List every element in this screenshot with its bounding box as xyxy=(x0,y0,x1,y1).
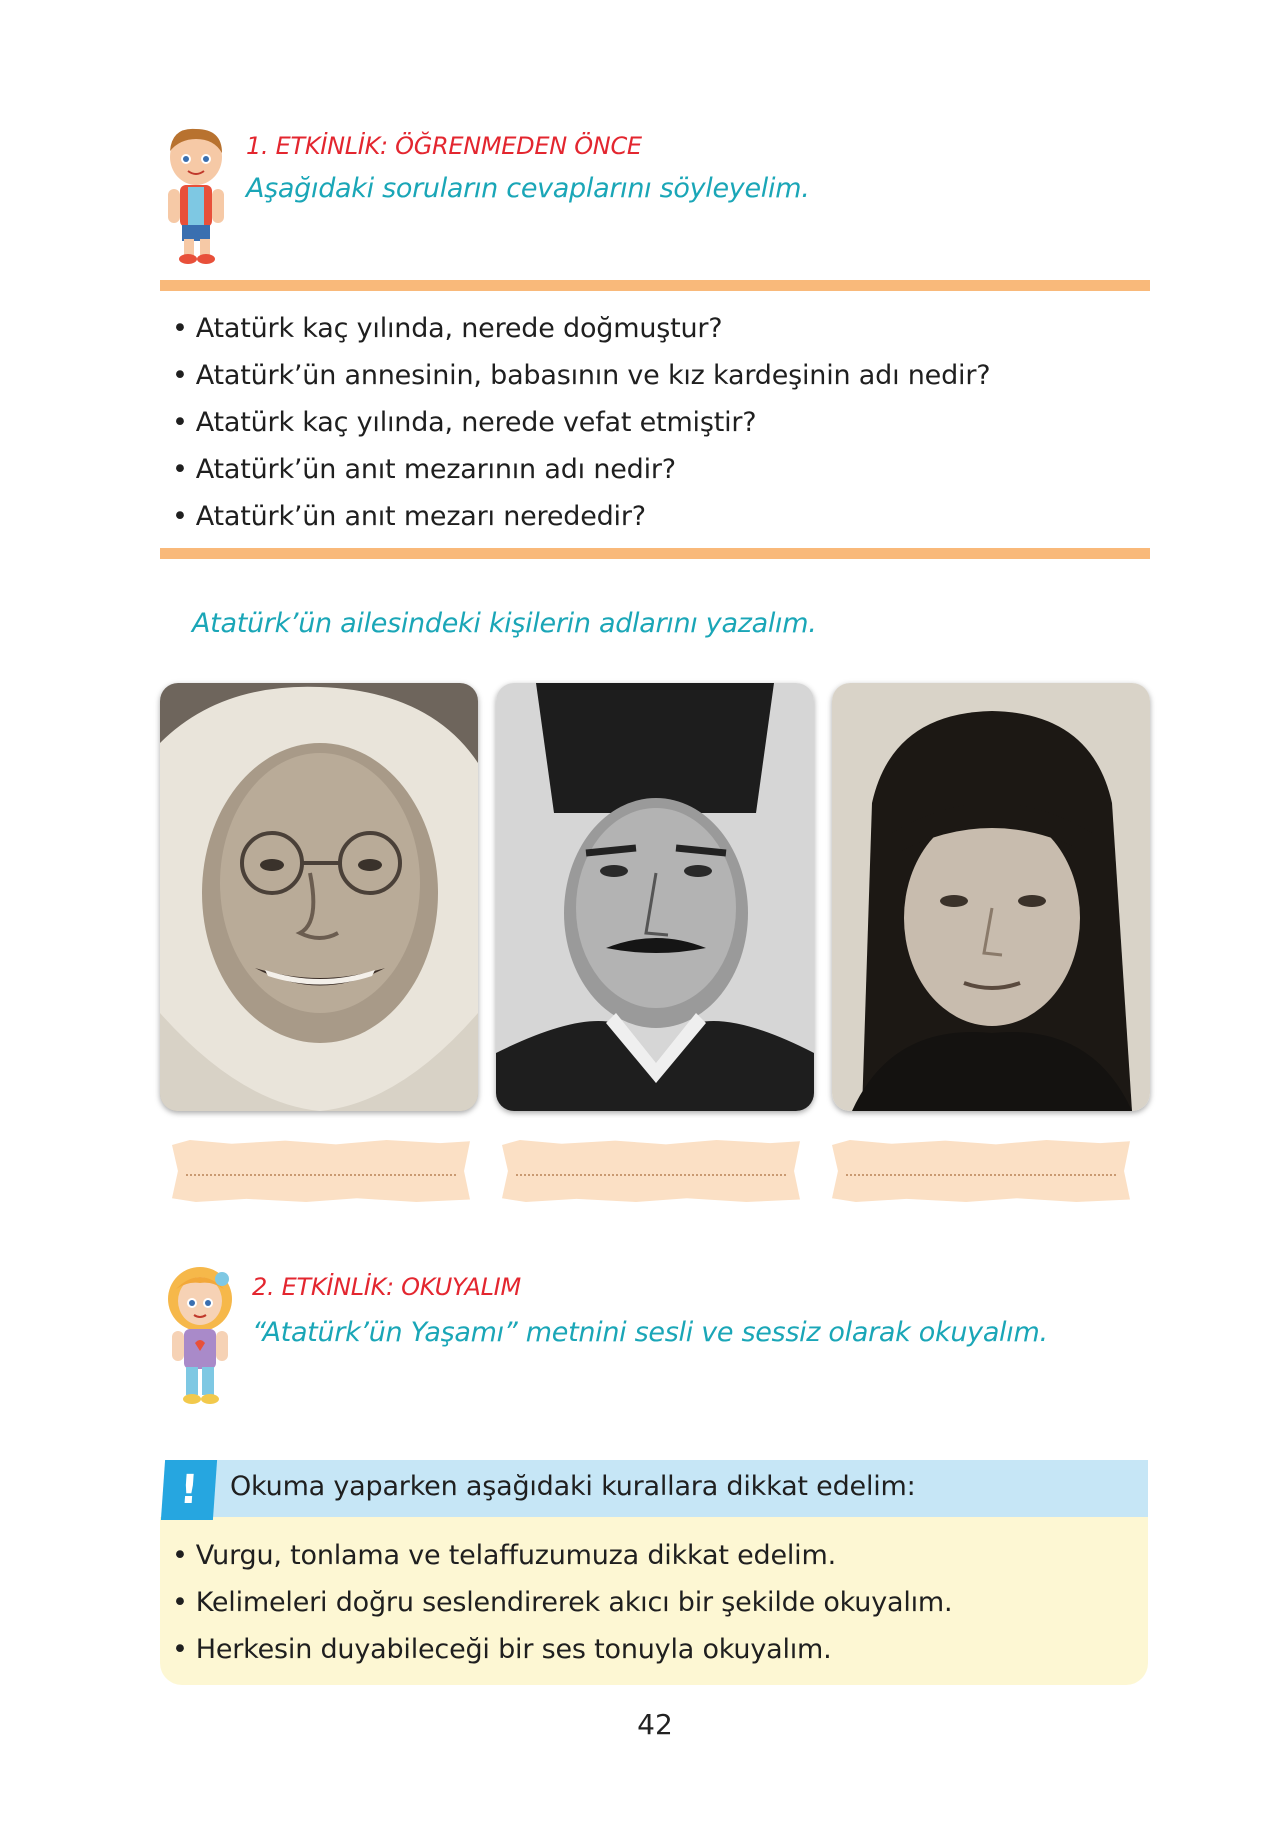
photo-mother xyxy=(160,683,478,1111)
exclamation-icon: ! xyxy=(161,1460,217,1520)
activity1-subtitle: Aşağıdaki soruların cevaplarını söyleyelim. xyxy=(246,173,810,204)
girl-mascot-icon xyxy=(162,1265,238,1407)
list-item: • Atatürk kaç yılında, nerede doğmuştur? xyxy=(172,305,990,352)
divider-top xyxy=(160,280,1150,291)
list-item: • Herkesin duyabileceği bir ses tonuyla okuyalım. xyxy=(172,1626,952,1673)
list-item: • Kelimeleri doğru seslendirerek akıcı bir şekilde okuyalım. xyxy=(172,1579,952,1626)
question-list xyxy=(172,305,990,540)
page-number: 42 xyxy=(637,1708,673,1741)
divider-bottom xyxy=(160,548,1150,559)
list-item: • Vurgu, tonlama ve telaffuzumuza dikkat edelim. xyxy=(172,1532,952,1579)
rules-list xyxy=(172,1532,952,1673)
boy-mascot-icon xyxy=(158,125,234,267)
photo-sister xyxy=(832,683,1150,1111)
family-instruction: Atatürk’ün ailesindeki kişilerin adlarını yazalım. xyxy=(192,608,817,639)
photo-ataturk xyxy=(496,683,814,1111)
activity2-subtitle: “Atatürk’ün Yaşamı” metnini sesli ve sessiz olarak okuyalım. xyxy=(252,1317,1048,1348)
rules-header-text: Okuma yaparken aşağıdaki kurallara dikkat edelim: xyxy=(230,1471,916,1502)
answer-field-ataturk[interactable] xyxy=(502,1140,800,1202)
list-item: • Atatürk’ün annesinin, babasının ve kız kardeşinin adı nedir? xyxy=(172,352,990,399)
answer-field-sister[interactable] xyxy=(832,1140,1130,1202)
activity2-title: 2. ETKİNLİK: OKUYALIM xyxy=(252,1273,521,1301)
activity1-title: 1. ETKİNLİK: ÖĞRENMEDEN ÖNCE xyxy=(246,132,642,160)
list-item: • Atatürk’ün anıt mezarı nerededir? xyxy=(172,493,990,540)
rules-header xyxy=(188,1460,1148,1517)
list-item: • Atatürk’ün anıt mezarının adı nedir? xyxy=(172,446,990,493)
list-item: • Atatürk kaç yılında, nerede vefat etmiştir? xyxy=(172,399,990,446)
answer-field-mother[interactable] xyxy=(172,1140,470,1202)
